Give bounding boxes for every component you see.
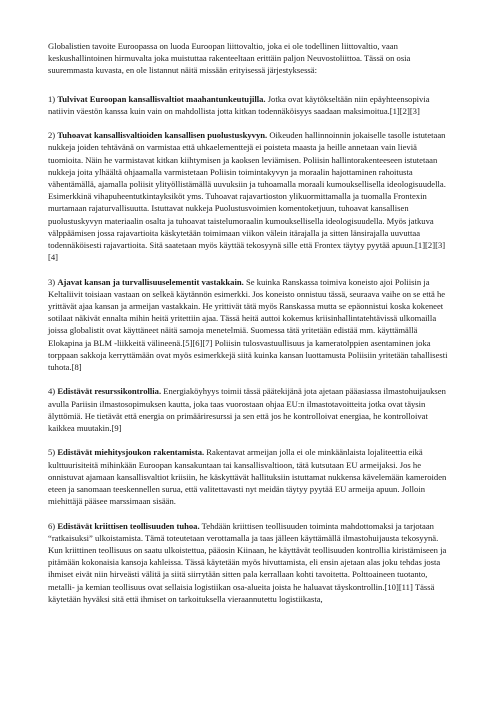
item-title: Ajavat kansan ja turvallisuuselementit vastakkain. xyxy=(57,276,244,287)
item-text: Oikeuden hallinnoinnin jokaiselle tasolle istutetaan nukkeja joiden tehtävänä on varmistaa että uhkaelementtejä ei poisteta maasta ja heille annetaan vain lieviä tuomioita. Näin he varmistavat kitkan kiihtymisen ja kaoksen leviämisen. Poliisin hallintorakenteeseen istutetaan nukkeja joita ylhäältä ohjaamalla varmistetaan Poliisin toimintakyvyn ja moraalin hajottaminen rahoitusta vähentämällä, ajamalla poliisit ylityöllistämällä uuvuksiin ja tuhoamalla moraali kumouksellisella ideologisuudella. Esimerkkinä vihapuheentutkintayksiköt yms. Tuhoavat rajavartioston ylikuormittamalla ja tuomalla Frontexin murtamaan rajaturvallisuutta. Istuttavat nukkeja Puolustusvoimien komentoketjuun, tuhoavat kansallisen puolustuskyvyn materiaalin osalta ja tuhoavat taistelumoraalin kumouksellisella ideologisuudella. Myös jatkuva välppäämisen jossa rajavartioita käskytetään toimimaan viikon välein itärajalla ja sitten länsirajalla uuvuttaa todennäköisesti rajavartioita. Sitä saatetaan myös käyttää tekosyynä sille että Frontex täytyy pyytää apuun.[1][2][3][4] xyxy=(48,130,446,263)
intro-paragraph: Globalistien tavoite Euroopassa on luoda Euroopan liittovaltio, joka ei ole todellinen liittovaltio, vaan keskushallintoinen hirmuvalta joka muistuttaa rakenteeltaan erittäin paljon Neuvostoliittoa. Tässä on osia suuremmasta kuvasta, en ole listannut näitä missään erityisessä järjestyksessä: xyxy=(48,41,411,76)
item-text: Tehdään kriittisen teollisuuden toiminta mahdottomaksi ja tarjotaan “ratkaisuksi” ulkoistamista. Tämä toteutetaan verottamalla ja taas jälleen käyttämällä ilmastohuijausta tekosyynä. Kun kriittinen teollisuus on saatu ulkoistettua, pääosin Kiinaan, he käyttävät teollisuuden kontrollia kiristämiseen ja pitämään kokonaisia kansoja kahleissa. Tässä käytetään myös hivuttamista, eli ensin ajetaan alas joku tehdas josta ihmiset eivät niin hirveästi välitä ja siitä siirrytään sitten pala kerrallaan kohti tavoitetta. Polttoaineen tuotanto, metalli- ja kemian teollisuus ovat sellaisia logistiikan osa-alueita joista he haluavat täyskontrollin.[10][11] Tässä käytetään hyväksi sitä että ihmiset on tarkoituksella vieraannutettu logistiikasta, xyxy=(48,520,447,604)
item-number: 5) xyxy=(48,447,56,458)
item-number: 4) xyxy=(48,386,56,397)
item-title: Edistävät kriittisen teollisuuden tuhoa. xyxy=(57,520,200,531)
item-number: 1) xyxy=(48,93,56,104)
item-text: Rakentavat armeijan jolla ei ole minkäänlaista lojaliteettia eikä kulttuurisiteitä mihinkään Euroopan kansakuntaan tai kansallisvaltioon, tätä kutsutaan EU armeijaksi. Jos he onnistuvat ajamaan kansallisvaltiot kriisiin, he käskyttävät hallituksiin istuttamat nukkensa kävelemään kameroiden eteen ja sanomaan teeskennellen surua, että valitettavasti nyt meidän täytyy pyytää EU armeija apuun. Jolloin miehittäjä pääsee marssimaan sisään. xyxy=(48,447,447,507)
list-item-1 xyxy=(48,93,452,117)
item-text: Se kuinka Ranskassa toimiva koneisto ajoi Poliisin ja Keltaliivit toisiaan vastaan on selkeä käytännön esimerkki. Jos koneisto onnistuu tässä, seuraava vaihe on se että he yrittävät ajaa kansan ja armeijan vastakkain. He yrittivät tätä myös Ranskassa mutta se epäonnistui koska kokeneet sotilaat näkivät ennalta mihin heitä yritettiin ajaa. Tässä heitä auttoi kokemus kriisinhallintatehtävissä ulkomailla joissa globalistit ovat käyttäneet näitä samoja menetelmiä. Suomessa tätä yritetään edistää mm. käyttämällä Elokapina ja BLM -liikkeitä välineenä.[5][6][7] Poliisin tulosvastuullisuus ja kameratolppien asentaminen joka torppaan sakkoja kerryttämään ovat myös esimerkkejä siitä kuinka kansan luottamusta Poliisiin yritetään tahallisesti tuhota.[8] xyxy=(48,276,448,373)
item-number: 2) xyxy=(48,130,56,141)
list-item-2 xyxy=(48,129,452,263)
item-title: Edistävät resurssikontrollia. xyxy=(57,386,162,397)
item-title: Edistävät miehitysjoukon rakentamista. xyxy=(57,447,205,458)
list-item-3 xyxy=(48,276,452,374)
item-number: 3) xyxy=(48,276,56,287)
item-text: Jotka ovat käytökseltään niin epäyhteensopivia natiivin väestön kanssa kuin vain on mahdollista jotta kitkan todennäköisyys saadaan maksimoitua.[1][2][3] xyxy=(48,93,430,116)
item-title: Tuhoavat kansallisvaltioiden kansallisen puolustuskyvyn. xyxy=(57,130,268,141)
item-number: 6) xyxy=(48,520,56,531)
list-item-6 xyxy=(48,520,452,605)
list-item-4 xyxy=(48,385,452,434)
list-item-5 xyxy=(48,446,452,507)
item-text: Energiaköyhyys toimii tässä päätekijänä jota ajetaan pääasiassa ilmastohuijauksen avulla Pariisin ilmastosopimuksen kautta, joka taas vuorostaan ohjaa EU:n ilmastotavoitteita jotka ovat täysin älyttömiä. He tietävät että energia on primääriresurssi ja sen että jos he kontrolloivat energiaa, he kontrolloivat kaikkea muutakin.[9] xyxy=(48,386,446,434)
item-title: Tulvivat Euroopan kansallisvaltiot maahantunkeutujilla. xyxy=(57,93,266,104)
